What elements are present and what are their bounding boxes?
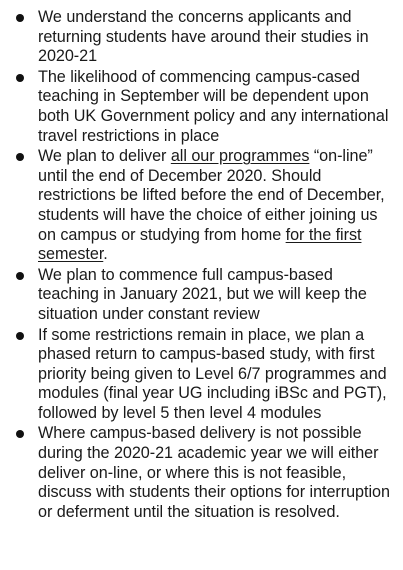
bullet-text-segment: “on-line” until the end of December 2020. Should restrictions be lifted before the end of December, students will have the choice of either joining us on campus or studying from home: [38, 147, 385, 244]
bullet-dot-icon: [16, 272, 24, 280]
bullet-text-segment: .: [103, 245, 108, 264]
bullet-item: [8, 424, 393, 522]
bullet-dot-icon: [16, 430, 24, 438]
bullet-text: Where campus-based delivery is not possible during the 2020-21 academic year we will either deliver on-line, or where this is not feasible, discuss with students their options for interruption or deferment until the situation is resolved.: [38, 424, 390, 521]
bullet-item: [8, 8, 393, 67]
bullet-item: [8, 326, 393, 424]
bullet-item: [8, 266, 393, 325]
bullet-text-underlined: all our programmes: [170, 147, 310, 166]
bullet-text: If some restrictions remain in place, we plan a phased return to campus-based study, with first priority being given to Level 6/7 programmes and modules (final year UG including iBSc and PGT), followed by level 5 then level 4 modules: [38, 325, 387, 422]
bullet-item: [8, 68, 393, 146]
bullet-dot-icon: [16, 332, 24, 340]
bullet-text: We plan to commence full campus-based teaching in January 2021, but we will keep the situation under constant review: [38, 265, 367, 323]
bullet-text-underlined: for the first semester: [38, 225, 362, 264]
bullet-text-segment: We plan to deliver: [38, 147, 171, 166]
bullet-item: [8, 147, 393, 265]
bullet-text: The likelihood of commencing campus-cased teaching in September will be dependent upon both UK Government policy and any international travel restrictions in place: [38, 67, 389, 145]
bullet-dot-icon: [16, 153, 24, 161]
bullet-list: [8, 8, 393, 522]
bullet-dot-icon: [16, 74, 24, 82]
bullet-dot-icon: [16, 14, 24, 22]
bullet-text: We understand the concerns applicants and returning students have around their studies in 2020-21: [38, 8, 369, 66]
